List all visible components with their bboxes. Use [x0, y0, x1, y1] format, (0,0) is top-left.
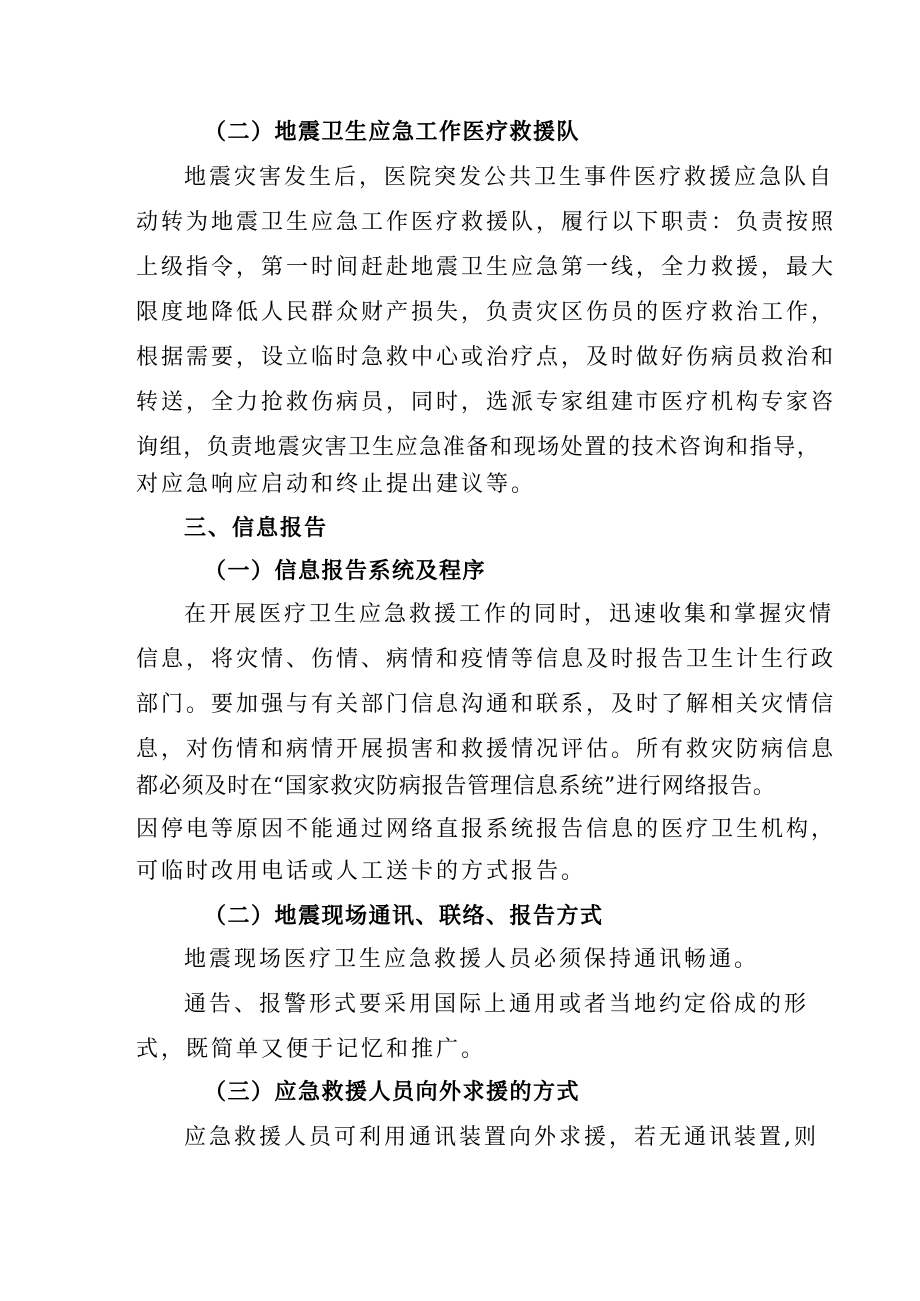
- subsection-heading-external-help: （三）应急救援人员向外求援的方式: [204, 1080, 581, 1105]
- paragraph-line: 限度地降低人民群众财产损失，负责灾区伤员的医疗救治工作，: [136, 300, 837, 325]
- paragraph-line: 可临时改用电话或人工送卡的方式报告。: [136, 859, 587, 884]
- paragraph-line: 询组，负责地震灾害卫生应急准备和现场处置的技术咨询和指导，: [136, 435, 821, 460]
- paragraph-line: 应急救援人员可利用通讯装置向外求援，若无通讯装置,则: [184, 1125, 819, 1150]
- subsection-heading-communication: （二）地震现场通讯、联络、报告方式: [204, 904, 604, 929]
- paragraph-line: 对应急响应启动和终止提出建议等。: [136, 472, 537, 497]
- paragraph-line: 通告、报警形式要采用国际上通用或者当地约定俗成的形: [184, 992, 810, 1017]
- paragraph-line: 动转为地震卫生应急工作医疗救援队，履行以下职责：负责按照: [136, 210, 837, 235]
- paragraph-line: 转送，全力抢救伤病员，同时，选派专家组建市医疗机构专家咨: [136, 390, 837, 415]
- paragraph-line: 因停电等原因不能通过网络直报系统报告信息的医疗卫生机构，: [136, 817, 837, 842]
- section-heading-earthquake-medical-team: （二）地震卫生应急工作医疗救援队: [204, 120, 581, 145]
- paragraph-line: 根据需要，设立临时急救中心或治疗点，及时做好伤病员救治和: [136, 345, 837, 370]
- paragraph-line: 地震灾害发生后，医院突发公共卫生事件医疗救援应急队自: [184, 165, 835, 190]
- paragraph-line: 信息，将灾情、伤情、病情和疫情等信息及时报告卫生计生行政: [136, 647, 837, 672]
- paragraph-line: 息，对伤情和病情开展损害和救援情况评估。所有救灾防病信息: [136, 737, 837, 762]
- paragraph-line: 在开展医疗卫生应急救援工作的同时，迅速收集和掌握灾情: [184, 602, 835, 627]
- paragraph-line: 地震现场医疗卫生应急救援人员必须保持通讯畅通。: [184, 947, 760, 972]
- paragraph-line: 都必须及时在“国家救灾防病报告管理信息系统”进行网络报告。: [136, 774, 776, 799]
- subsection-heading-report-system: （一）信息报告系统及程序: [204, 559, 487, 584]
- paragraph-line: 式，既简单又便于记忆和推广。: [136, 1037, 487, 1062]
- section-heading-information-report: 三、信息报告: [184, 516, 329, 541]
- paragraph-line: 上级指令，第一时间赶赴地震卫生应急第一线，全力救援，最大: [136, 255, 837, 280]
- paragraph-line: 部门。要加强与有关部门信息沟通和联系，及时了解相关灾情信: [136, 692, 837, 717]
